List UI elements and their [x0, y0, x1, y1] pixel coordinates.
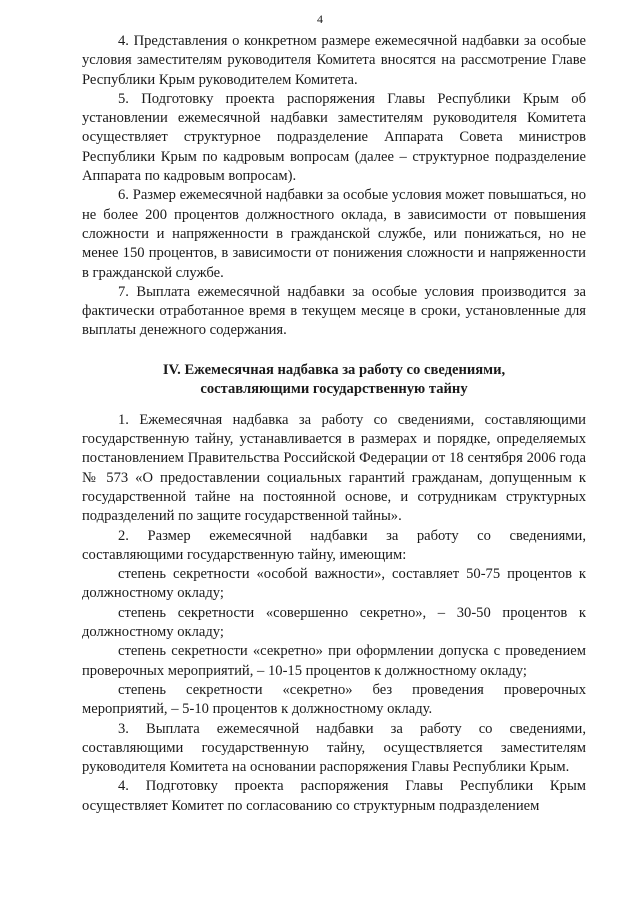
paragraph-s4-1: 1. Ежемесячная надбавка за работу со сведениями, составляющими государственную тайну, устанавливается в размерах и порядке, определяемых постановлением Правительства Российской Федерации от 18 сентября 2006 года № 573 «О предоставлении социальных гарантий гражданам, допущенным к государственной тайне на постоянной основе, и сотрудникам структурных подразделений по защите государственной тайны».	[82, 411, 586, 525]
paragraph-s4-2-item-1: степень секретности «особой важности», составляет 50-75 процентов к должностному окладу;	[82, 566, 586, 602]
paragraph-s4-4: 4. Подготовку проекта распоряжения Главы Республики Крым осуществляет Комитет по согласованию со структурным подразделением	[82, 778, 586, 814]
page-number: 4	[317, 12, 323, 26]
paragraph-s3-4: 4. Представления о конкретном размере ежемесячной надбавки за особые условия заместителям руководителя Комитета вносятся на рассмотрение Главе Республики Крым руководителем Комитета.	[82, 33, 586, 88]
paragraph-s3-6: 6. Размер ежемесячной надбавки за особые условия может повышаться, но не более 200 процентов должностного оклада, в зависимости от повышения сложности и напряженности в гражданской службе, или понижаться, но не менее 150 процентов, в зависимости от понижения сложности и напряженности в гражданской службе.	[82, 187, 586, 281]
section-heading-line1: IV. Ежемесячная надбавка за работу со сведениями,	[162, 361, 506, 378]
paragraph-s4-2-item-3: степень секретности «секретно» при оформлении допуска с проведением проверочных мероприятий, – 10-15 процентов к должностному окладу;	[82, 643, 586, 679]
paragraph-s3-7: 7. Выплата ежемесячной надбавки за особые условия производится за фактически отработанное время в текущем месяце в сроки, установленные для выплаты денежного содержания.	[82, 283, 586, 339]
section-heading-line2: составляющими государственную тайну	[200, 380, 468, 397]
paragraph-s4-2-item-4: степень секретности «секретно» без проведения проверочных мероприятий, – 5-10 процентов к должностному окладу.	[82, 681, 586, 718]
paragraph-s4-2-item-2: степень секретности «совершенно секретно», – 30-50 процентов к должностному окладу;	[82, 604, 586, 641]
section-heading	[82, 361, 586, 399]
document-body	[82, 32, 586, 816]
paragraph-s4-2: 2. Размер ежемесячной надбавки за работу со сведениями, составляющими государственную тайну, имеющим:	[82, 527, 586, 563]
paragraph-s4-3: 3. Выплата ежемесячной надбавки за работу со сведениями, составляющими государственную тайну, осуществляется заместителям руководителя Комитета на основании распоряжения Главы Республики Крым.	[82, 720, 586, 776]
paragraph-s3-5: 5. Подготовку проекта распоряжения Главы Республики Крым об установлении ежемесячной надбавки заместителям руководителя Комитета осуществляет структурное подразделение Аппарата Совета министров Республики Крым по кадровым вопросам (далее – структурное подразделение Аппарата по кадровым вопросам).	[82, 90, 586, 185]
